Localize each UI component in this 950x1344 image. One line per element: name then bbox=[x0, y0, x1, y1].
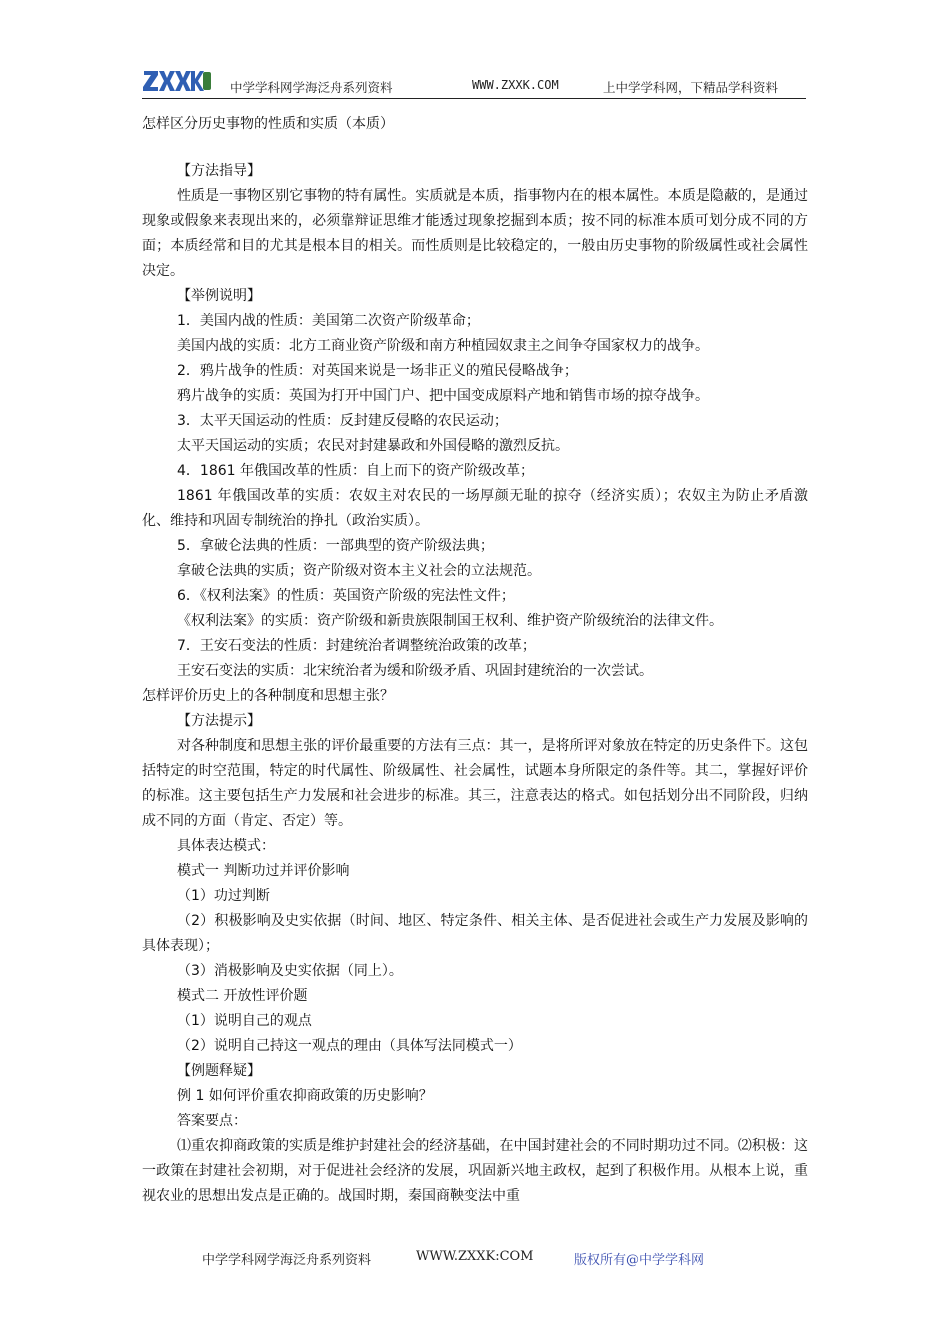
footer-left-text: 中学学科网学海泛舟系列资料 bbox=[202, 1253, 372, 1268]
blank-line bbox=[142, 137, 808, 159]
example-4-nature: 4．1861 年俄国改革的性质：自上而下的资产阶级改革； bbox=[177, 463, 534, 479]
mode-2-item-2: （2）说明自己持这一观点的理由（具体写法同模式一） bbox=[177, 1038, 522, 1054]
zxxk-logo bbox=[142, 68, 212, 94]
logo-badge bbox=[203, 72, 211, 90]
example-3-nature: 3．太平天国运动的性质：反封建反侵略的农民运动； bbox=[177, 413, 508, 429]
header-left-text: 中学学科网学海泛舟系列资料 bbox=[230, 80, 393, 95]
mode-1-item-2: （2）积极影响及史实依据（时间、地区、特定条件、相关主体、是否促进社会或生产力发展及影响的具体表现）； bbox=[142, 913, 808, 954]
mode-2-item-1: （1）说明自己的观点 bbox=[177, 1013, 312, 1029]
footer-copyright-link[interactable]: 版权所有@中学学科网 bbox=[574, 1253, 705, 1268]
section-title-2: 怎样评价历史上的各种制度和思想主张？ bbox=[142, 688, 394, 704]
example-5-essence: 拿破仑法典的实质；资产阶级对资本主义社会的立法规范。 bbox=[177, 563, 541, 579]
method-guide-heading: 【方法指导】 bbox=[177, 163, 261, 179]
header-slogan: 上中学学科网，下精品学科资料 bbox=[603, 80, 779, 95]
example-5-nature: 5．拿破仑法典的性质：一部典型的资产阶级法典； bbox=[177, 538, 494, 554]
logo-letter-z bbox=[143, 71, 158, 91]
example-2-nature: 2．鸦片战争的性质：对英国来说是一场非正义的殖民侵略战争； bbox=[177, 363, 578, 379]
header-site-url[interactable]: WWW.ZXXK.COM bbox=[472, 78, 559, 92]
example-3-essence: 太平天国运动的实质；农民对封建暴政和外国侵略的激烈反抗。 bbox=[177, 438, 569, 454]
example-6-nature: 6．《权利法案》的性质：英国资产阶级的宪法性文件； bbox=[177, 588, 515, 604]
answer-label: 答案要点： bbox=[177, 1113, 247, 1129]
examples-heading: 【举例说明】 bbox=[177, 288, 261, 304]
method-tips-heading: 【方法提示】 bbox=[177, 713, 261, 729]
page-footer bbox=[0, 1249, 950, 1269]
question-1: 例 1 如何评价重农抑商政策的历史影响？ bbox=[177, 1088, 433, 1104]
page-header bbox=[142, 64, 806, 99]
example-1-essence: 美国内战的实质：北方工商业资产阶级和南方种植园奴隶主之间争夺国家权力的战争。 bbox=[177, 338, 709, 354]
logo-letter-x2 bbox=[175, 71, 191, 91]
logo-letter-x1 bbox=[159, 71, 175, 91]
example-7-nature: 7．王安石变法的性质：封建统治者调整统治政策的改革； bbox=[177, 638, 536, 654]
expression-mode-title: 具体表达模式： bbox=[177, 838, 275, 854]
method-tips-paragraph: 对各种制度和思想主张的评价最重要的方法有三点：其一，是将所评对象放在特定的历史条件下。这包括特定的时空范围，特定的时代属性、阶级属性、社会属性，试题本身所限定的条件等。其二，掌握好评价的标准。这主要包括生产力发展和社会进步的标准。其三，注意表达的格式。如包括划分出不同阶段，归纳成不同的方面（肯定、否定）等。 bbox=[142, 738, 808, 829]
mode-1-item-3: （3）消极影响及史实依据（同上）。 bbox=[177, 963, 403, 979]
mode-2-title: 模式二 开放性评价题 bbox=[177, 988, 308, 1004]
section-title-1: 怎样区分历史事物的性质和实质（本质） bbox=[142, 116, 394, 132]
mode-1-item-1: （1）功过判断 bbox=[177, 888, 270, 904]
worked-examples-heading: 【例题释疑】 bbox=[177, 1063, 261, 1079]
logo-letter-k bbox=[191, 71, 204, 91]
method-guide-paragraph: 性质是一事物区别它事物的特有属性。实质就是本质，指事物内在的根本属性。本质是隐蔽的，是通过现象或假象来表现出来的，必须靠辩证思维才能透过现象挖掘到本质；按不同的标准本质可划分成不同的方面；本质经常和目的尤其是根本目的相关。而性质则是比较稳定的，一般由历史事物的阶级属性或社会属性决定。 bbox=[142, 188, 808, 279]
document-body bbox=[142, 112, 808, 1209]
example-1-nature: 1．美国内战的性质：美国第二次资产阶级革命； bbox=[177, 313, 480, 329]
footer-site-url[interactable]: WWW.ZXXK:COM bbox=[416, 1249, 534, 1264]
example-6-essence: 《权利法案》的实质：资产阶级和新贵族限制国王权利、维护资产阶级统治的法律文件。 bbox=[177, 613, 723, 629]
answer-paragraph: ⑴重农抑商政策的实质是维护封建社会的经济基础，在中国封建社会的不同时期功过不同。⑵积极：这一政策在封建社会初期，对于促进社会经济的发展，巩固新兴地主政权，起到了积极作用。从根本上说，重视农业的思想出发点是正确的。战国时期，秦国商鞅变法中重 bbox=[142, 1138, 808, 1204]
zxxk-logo-graphic bbox=[142, 68, 212, 94]
example-2-essence: 鸦片战争的实质：英国为打开中国门户、把中国变成原料产地和销售市场的掠夺战争。 bbox=[177, 388, 709, 404]
example-4-essence: 1861 年俄国改革的实质：农奴主对农民的一场厚颜无耻的掠夺（经济实质）；农奴主为防止矛盾激化、维持和巩固专制统治的挣扎（政治实质）。 bbox=[142, 488, 808, 529]
mode-1-title: 模式一 判断功过并评价影响 bbox=[177, 863, 350, 879]
example-7-essence: 王安石变法的实质：北宋统治者为缓和阶级矛盾、巩固封建统治的一次尝试。 bbox=[177, 663, 653, 679]
